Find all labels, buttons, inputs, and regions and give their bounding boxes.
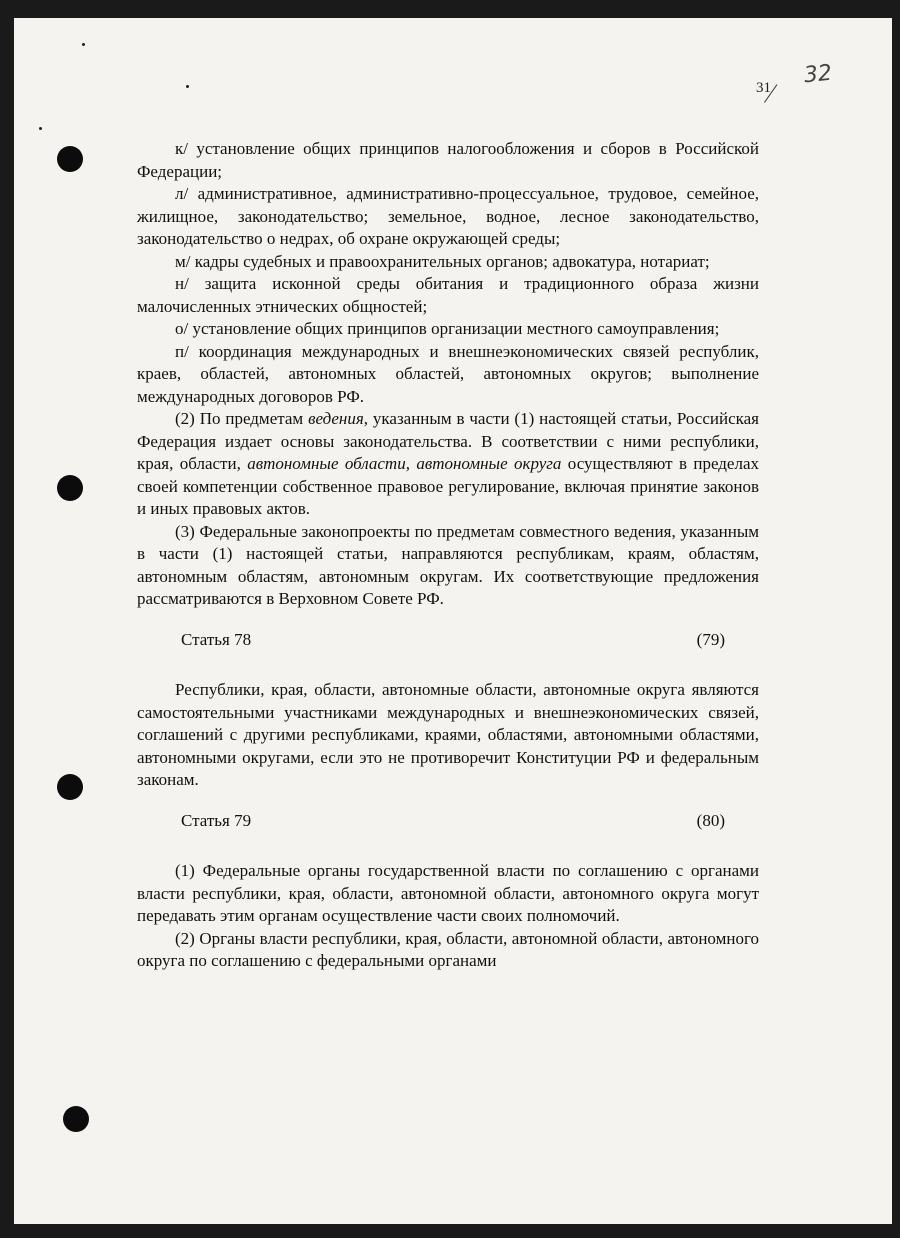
speck: [186, 85, 189, 88]
item-k: к/ установление общих принципов налогообложения и сборов в Российской Федерации;: [137, 139, 759, 181]
handwritten-page-number: 32: [802, 60, 834, 89]
article-79-ref: (80): [696, 810, 725, 830]
punch-hole: [57, 774, 83, 800]
article-78-text: Республики, края, области, автономные области, автономные округа являются самостоятельными участниками международных и внешнеэкономических связей, соглашений с другими республиками, краями, областями, автономными областями, автономными округами, если это не противоречит Конституции РФ и федеральным законам.: [137, 680, 759, 789]
item-o: о/ установление общих принципов организации местного самоуправления;: [175, 319, 720, 338]
speck: [82, 43, 85, 46]
article-78-heading: [137, 629, 759, 652]
page-number: 31: [756, 80, 771, 96]
punch-hole: [57, 146, 83, 172]
item-l: л/ административное, административно-процессуальное, трудовое, семейное, жилищное, законодательство; земельное, водное, лесное законодательство, законодательство о недрах, об охране окружающей среды;: [137, 184, 759, 248]
paragraph-3: (3) Федеральные законопроекты по предметам совместного ведения, указанным в части (1) настоящей статьи, направляются республикам, краям, областям, автономным областям, автономным округам. Их соответствующие предложения рассматриваются в Верховном Совете РФ.: [137, 521, 759, 608]
paragraph-2: (2) По предметам ведения, указанным в части (1) настоящей статьи, Российская Федерация издает основы законодательства. В соответствии с ними республики, края, области, автономные области, автономные округа осуществляют в пределах своей компетенции собственное правовое регулирование, включая принятие законов и иных правовых актов.: [137, 409, 759, 518]
document-page: [14, 18, 892, 1224]
article-79-title: Статья 79: [181, 810, 252, 830]
item-p: п/ координация международных и внешнеэкономических связей республик, краев, областей, автономных областей, автономных округов; выполнение международных договоров РФ.: [137, 341, 759, 406]
article-79-heading: [137, 810, 759, 833]
article-78-ref: (79): [696, 629, 725, 649]
speck: [39, 127, 42, 130]
punch-hole: [63, 1106, 89, 1132]
article-78-title: Статья 78: [181, 629, 252, 649]
article-79-part-2: (2) Органы власти республики, края, области, автономной области, автономного округа по соглашению с федеральными органами: [137, 928, 759, 970]
article-79-part-1: (1) Федеральные органы государственной власти по соглашению с органами власти республики, края, области, автономной области, автономного округа могут передавать этим органам осуществление части своих полномочий.: [137, 861, 759, 925]
document-body: [137, 138, 759, 973]
punch-hole: [57, 475, 83, 501]
item-m: м/ кадры судебных и правоохранительных органов; адвокатура, нотариат;: [175, 251, 710, 271]
item-n: н/ защита исконной среды обитания и традиционного образа жизни малочисленных этнических общностей;: [137, 274, 759, 316]
